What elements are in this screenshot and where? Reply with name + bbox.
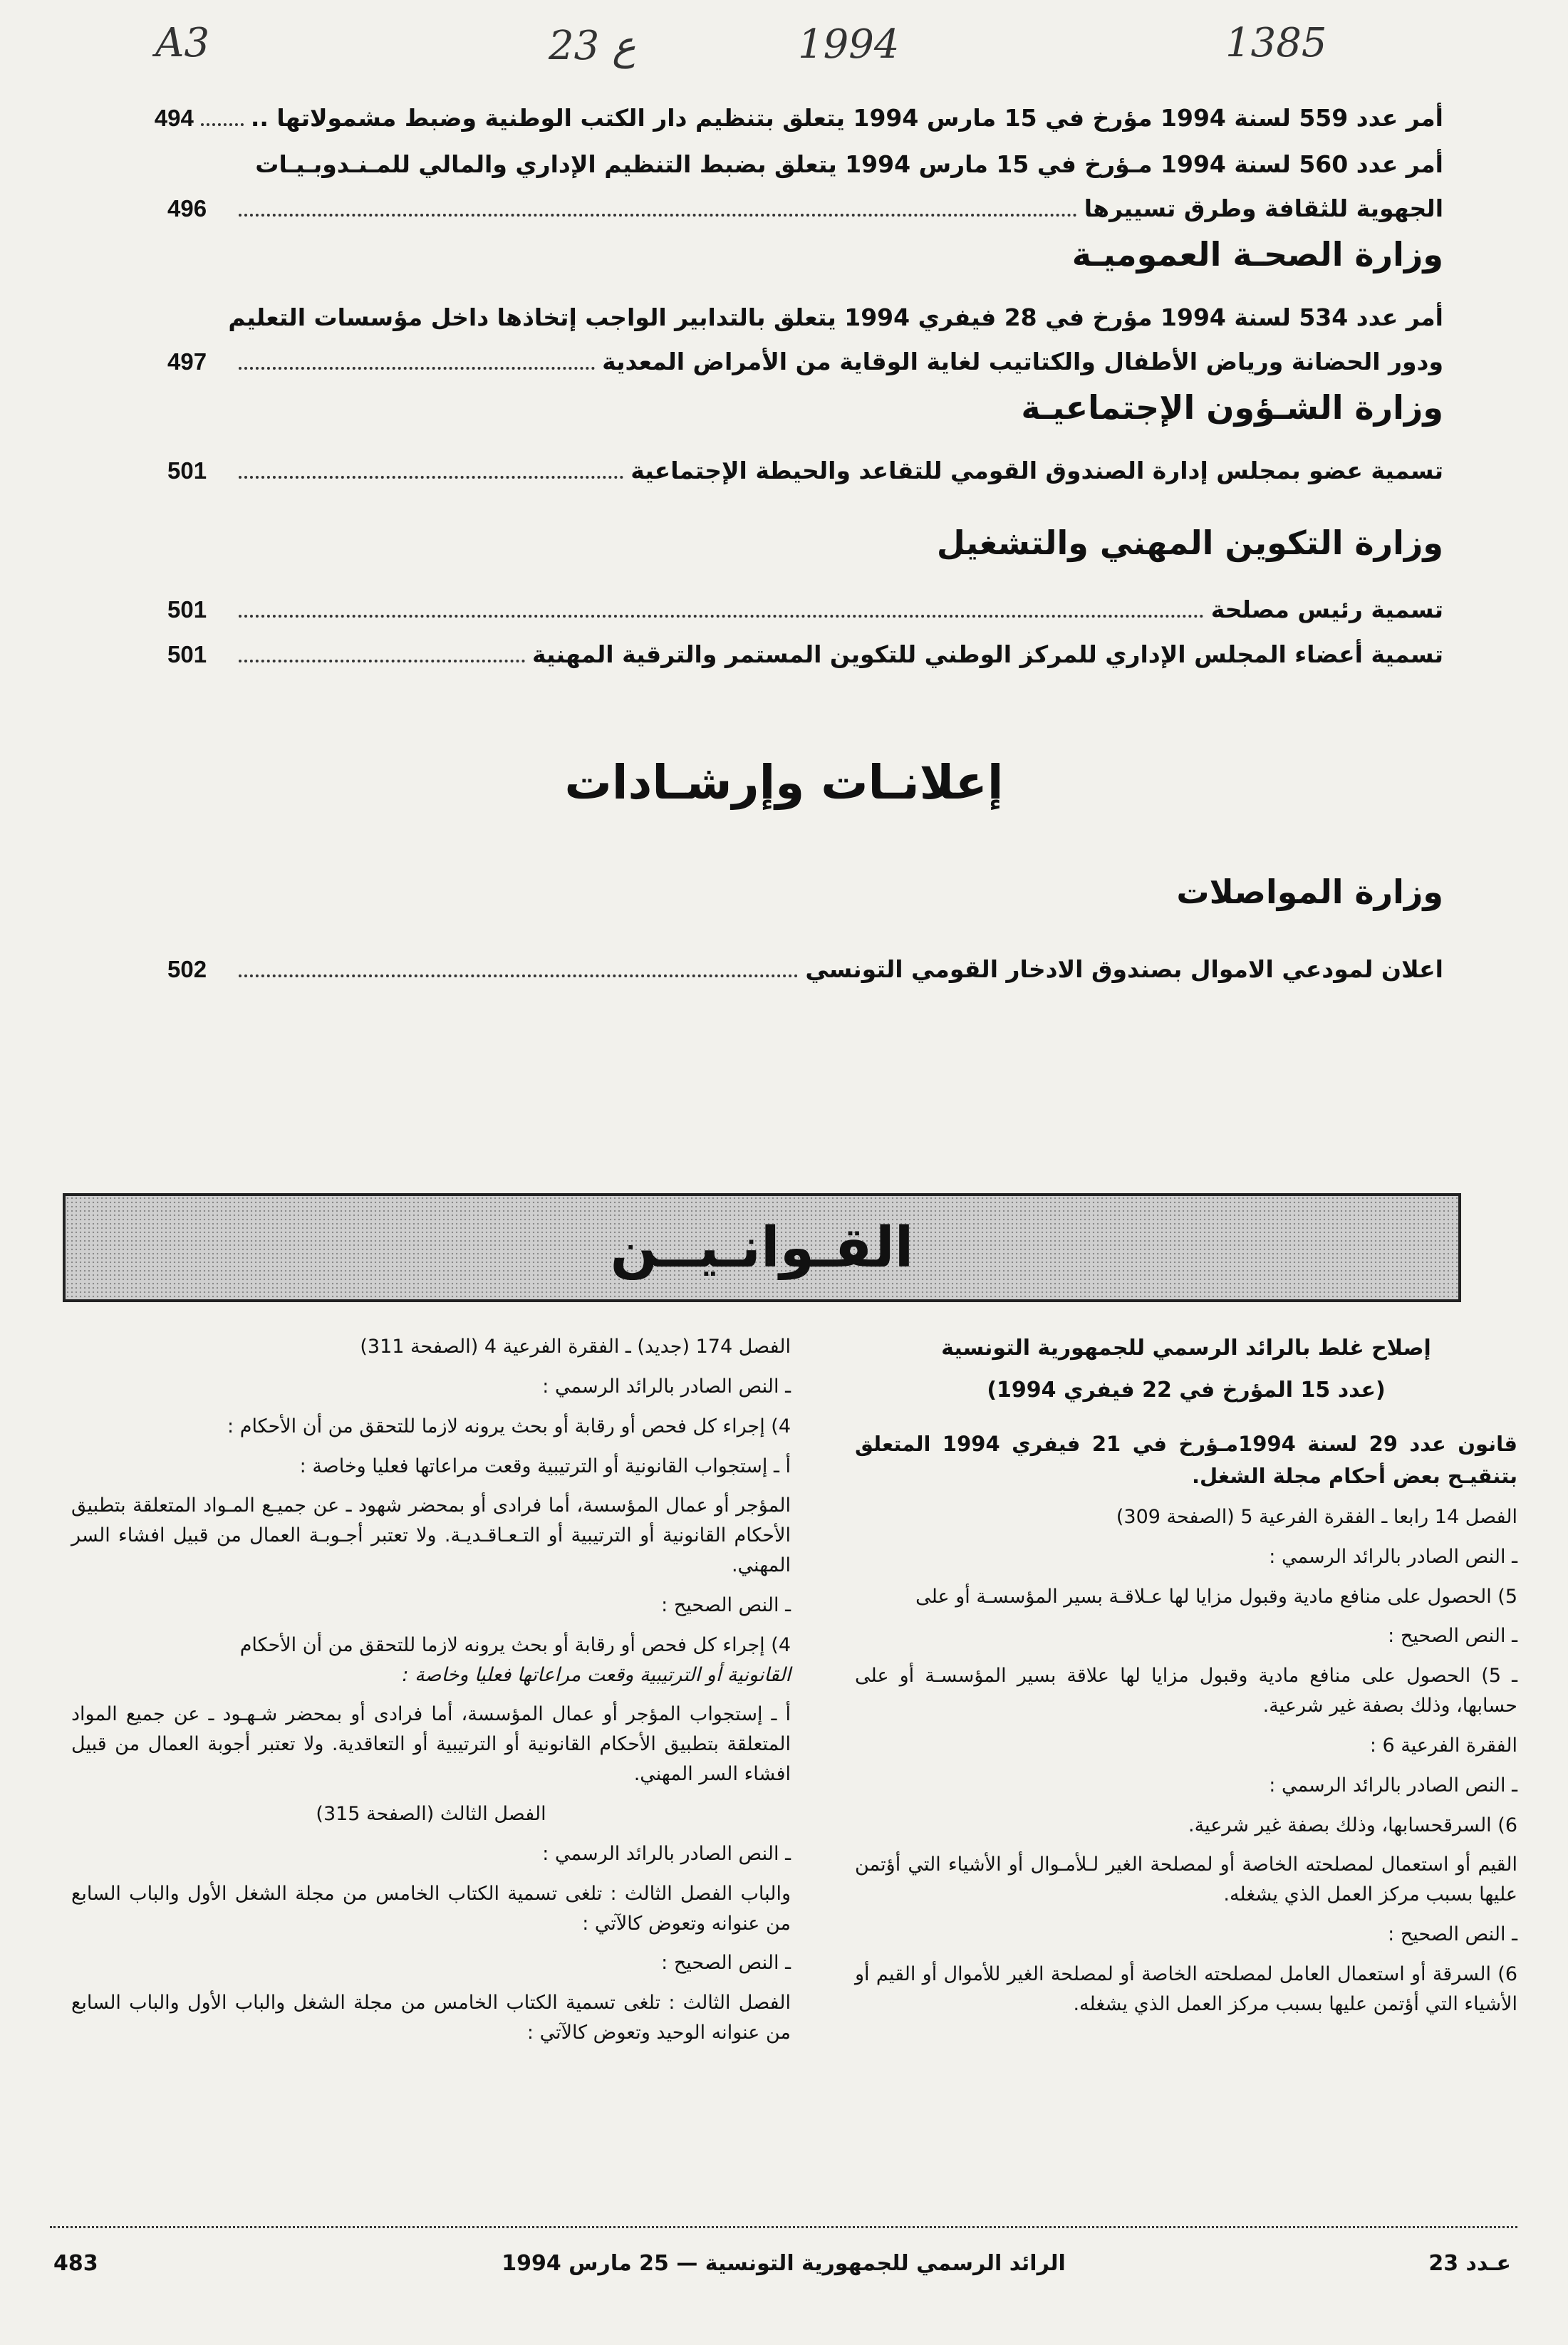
paragraph: أ ـ إستجواب القانونية أو الترتيبية وقعت مراعاتها فعليا وخاصة : bbox=[299, 1455, 791, 1477]
paragraph: 6) السرقحسابها، وذلك بصفة غير شرعية. bbox=[1188, 1814, 1517, 1836]
paragraph: الفصل الثالث : تلغى تسمية الكتاب الخامس من مجلة الشغل والباب الأول والباب السابع من عنوانه الوحيد وتعوض كالآتي : bbox=[71, 1992, 791, 2044]
paragraph: ـ 5) الحصول على منافع مادية وقبول مزايا لها علاقة بسير المؤسسـة أو على حسابها، وذلك بصفة غير شرعية. bbox=[855, 1665, 1517, 1717]
toc-entry-text: تسمية عضو بمجلس إدارة الصندوق القومي للتقاعد والحيطة الإجتماعية bbox=[630, 457, 1443, 484]
laws-banner-title: القـوانـيــن bbox=[610, 1215, 914, 1280]
handwritten-note-left: A3 bbox=[155, 20, 210, 66]
handwritten-note-center-left: 23 ع bbox=[549, 23, 636, 69]
footer-title: الرائد الرسمي للجمهورية التونسية — 25 مارس 1994 bbox=[502, 2251, 1066, 2276]
paragraph: ـ النص الصحيح : bbox=[1388, 1625, 1517, 1648]
toc-entry-text: ودور الحضانة ورياض الأطفال والكتاتيب لغاية الوقاية من الأمراض المعدية bbox=[602, 348, 1443, 375]
paragraph: 6) السرقة أو استعمال العامل لمصلحته الخاصة أو لمصلحة الغير للأموال أو القيم أو الأشياء التي أؤتمن عليها بسبب مركز العمل الذي يشغله. bbox=[855, 1963, 1517, 2015]
toc-entry-text: أمر عدد 534 لسنة 1994 مؤرخ في 28 فيفري 1994 يتعلق بالتدابير الواجب إتخاذها داخل مؤسسات التعليم bbox=[228, 303, 1443, 331]
toc-entry bbox=[167, 633, 1443, 677]
footer-page-number: 483 bbox=[53, 2251, 98, 2276]
toc-page-number: 494 bbox=[154, 105, 194, 131]
toc-entry-text: أمر عدد 559 لسنة 1994 مؤرخ في 15 مارس 1994 يتعلق بتنظيم دار الكتب الوطنية وضبط مشمولاتها .. bbox=[250, 104, 1443, 132]
paragraph: الفصل 174 (جديد) ـ الفقرة الفرعية 4 (الصفحة 311) bbox=[360, 1336, 791, 1358]
toc-entry-text: تسمية أعضاء المجلس الإداري للمركز الوطني للتكوين المستمر والترقية المهنية bbox=[532, 640, 1443, 668]
toc-page-number: 496 bbox=[167, 195, 207, 222]
correction-heading: إصلاح غلط بالرائد الرسمي للجمهورية التونسية bbox=[941, 1336, 1431, 1361]
paragraph: ـ النص الصادر بالرائد الرسمي : bbox=[542, 1842, 791, 1865]
toc-page-number: 497 bbox=[167, 348, 207, 375]
toc-entry bbox=[167, 296, 1443, 384]
right-column bbox=[855, 1332, 1517, 2029]
toc-entry-text: الجهوية للثقافة وطرق تسييرها bbox=[1084, 194, 1443, 222]
paragraph: الفصل 14 رابعا ـ الفقرة الفرعية 5 (الصفحة 309) bbox=[1116, 1505, 1517, 1528]
left-column bbox=[71, 1332, 791, 2058]
handwritten-note-center: 1994 bbox=[798, 21, 900, 68]
paragraph: القيم أو استعمال لمصلحته الخاصة أو لمصلحة الغير لـلأمـوال أو الأشياء التي أؤتمن عليها بسبب مركز العمل الذي يشغله. bbox=[855, 1853, 1517, 1906]
toc-page-number: 501 bbox=[167, 641, 207, 667]
toc-page-number: 501 bbox=[167, 457, 207, 484]
ministry-heading-social: وزارة الشـؤون الإجتماعيـة bbox=[1021, 388, 1443, 427]
paragraph: 4) إجراء كل فحص أو رقابة أو بحث يرونه لازما للتحقق من أن الأحكام bbox=[239, 1633, 791, 1656]
paragraph: ـ النص الصادر بالرائد الرسمي : bbox=[542, 1375, 791, 1398]
paragraph: الفقرة الفرعية 6 : bbox=[1369, 1734, 1517, 1757]
paragraph: ـ النص الصحيح : bbox=[661, 1593, 791, 1616]
footer-issue: عـدد 23 bbox=[1428, 2251, 1511, 2276]
ministry-heading-health: وزارة الصحـة العموميـة bbox=[1071, 235, 1443, 274]
paragraph: ـ النص الصادر بالرائد الرسمي : bbox=[1269, 1545, 1517, 1568]
handwritten-note-right: 1385 bbox=[1225, 20, 1327, 66]
toc-entry bbox=[167, 588, 1443, 632]
law-title: قانون عدد 29 لسنة 1994مـؤرخ في 21 فيفري 1994 المتعلق بتنقيـح بعض أحكام مجلة الشغل. bbox=[855, 1432, 1517, 1488]
paragraph: المؤجر أو عمال المؤسسة، أما فرادى أو بمحضر شهود ـ عن جميـع المـواد المتعلقة بتطبيق الأحكام القانونية أو الترتيبية أو التـعـاقـديـة. ولا تعتبر أجـوبـة العمال من قبيل افشاء السر المهني. bbox=[71, 1494, 791, 1577]
toc-entry bbox=[167, 142, 1443, 231]
paragraph: أ ـ إستجواب المؤجر أو عمال المؤسسة، أما فرادى أو بمحضر شـهـود ـ عن جميع المواد المتعلقة بتطبيق الأحكام القانونية أو الترتيبية أو التعاقدية. ولا تعتبر أجوبة العمال من قبيل افشاء السر المهني. bbox=[71, 1703, 791, 1786]
paragraph: القانونية أو الترتيبية وقعت مراعاتها فعليا وخاصة : bbox=[402, 1663, 791, 1686]
footer-rule bbox=[50, 2226, 1517, 2228]
paragraph: الفصل الثالث (الصفحة 315) bbox=[316, 1802, 546, 1825]
paragraph: 4) إجراء كل فحص أو رقابة أو بحث يرونه لازما للتحقق من أن الأحكام : bbox=[227, 1415, 791, 1437]
toc-entry-text: تسمية رئيس مصلحة bbox=[1210, 596, 1443, 623]
toc-page-number: 502 bbox=[167, 956, 207, 982]
toc-entry bbox=[154, 96, 1443, 140]
paragraph: 5) الحصول على منافع مادية وقبول مزايا لها عـلاقـة بسير المؤسسـة أو على bbox=[915, 1585, 1517, 1608]
paragraph: ـ النص الصحيح : bbox=[661, 1952, 791, 1975]
toc-entry bbox=[167, 449, 1443, 493]
toc-page-number: 501 bbox=[167, 596, 207, 623]
paragraph: ـ النص الصادر بالرائد الرسمي : bbox=[1269, 1774, 1517, 1797]
correction-subheading: (عدد 15 المؤرخ في 22 فيفري 1994) bbox=[987, 1377, 1386, 1403]
toc-entry bbox=[167, 947, 1443, 992]
toc-entry-text: اعلان لمودعي الاموال بصندوق الادخار القومي التونسي bbox=[805, 955, 1443, 983]
toc-entry-text: أمر عدد 560 لسنة 1994 مـؤرخ في 15 مارس 1994 يتعلق بضبط التنظيم الإداري والمالي للمـنـدوبـيـات bbox=[255, 150, 1443, 178]
paragraph: والباب الفصل الثالث : تلغى تسمية الكتاب الخامس من مجلة الشغل الأول والباب السابع من عنوانه وتعوض كالآتي : bbox=[71, 1882, 791, 1935]
paragraph: ـ النص الصحيح : bbox=[1388, 1923, 1517, 1946]
announcements-title: إعلانـات وإرشـادات bbox=[564, 755, 1004, 810]
ministry-heading-transport: وزارة المواصلات bbox=[1176, 873, 1443, 911]
laws-banner bbox=[63, 1193, 1461, 1302]
ministry-heading-training: وزارة التكوين المهني والتشغيل bbox=[936, 524, 1443, 562]
